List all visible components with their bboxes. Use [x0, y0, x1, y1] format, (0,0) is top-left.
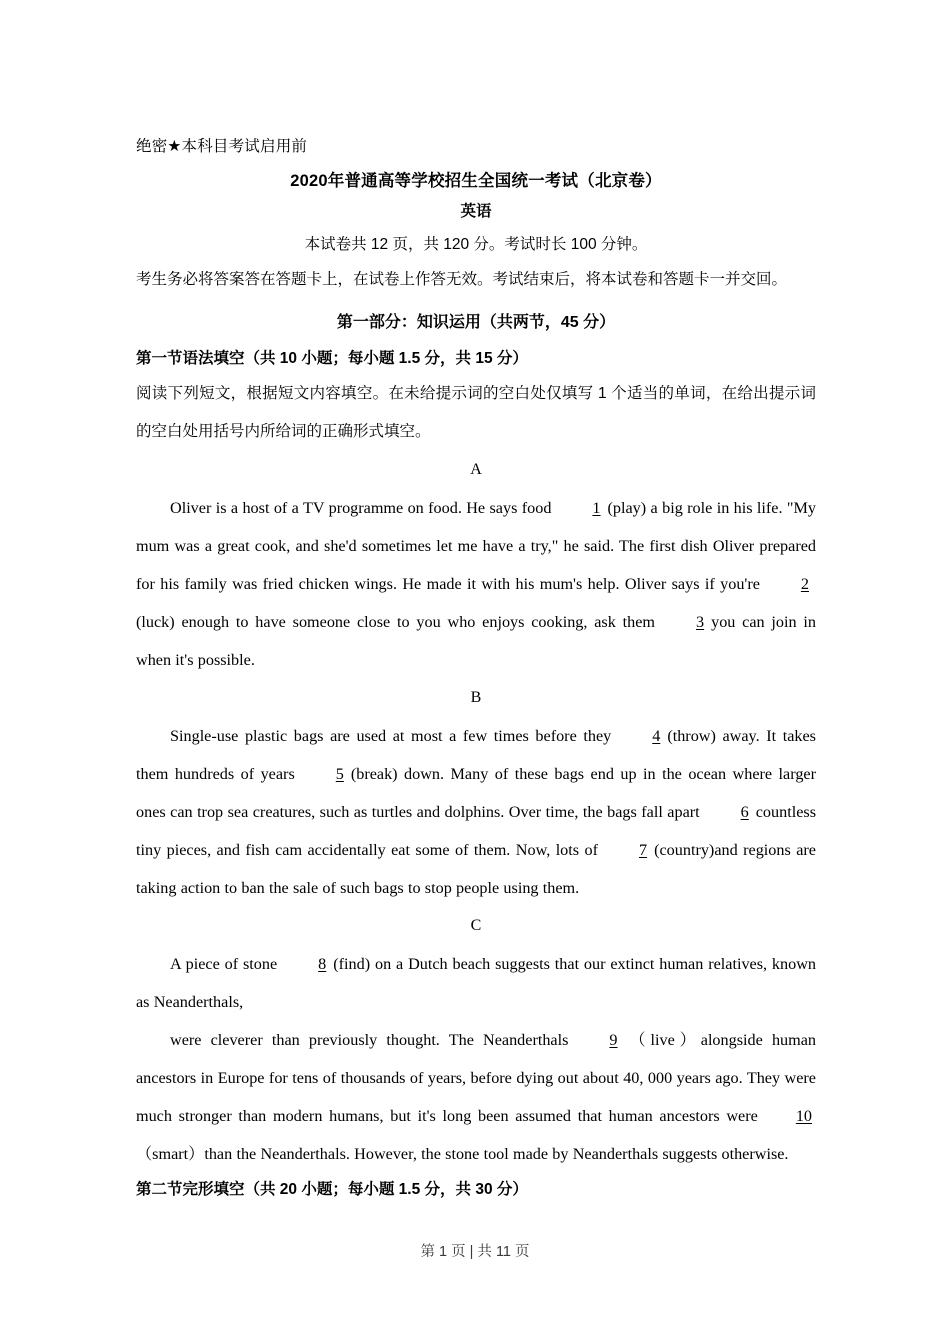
part-one-heading: 第一部分：知识运用（共两节，45 分）	[336, 314, 616, 331]
answer-blank-5[interactable]: 5	[335, 765, 344, 783]
passage-text: you can join in when it's possible.	[136, 613, 817, 669]
passage-text: countless tiny pieces, and fish cam accidentally eat some of them. Now, lots of	[136, 803, 816, 859]
passages-container	[136, 451, 816, 1173]
section-one-instruction: 阅读下列短文，根据短文内容填空。在未给提示词的空白处仅填写 1 个适当的单词，在给出提示词的空白处用括号内所给词的正确形式填空。	[136, 385, 816, 440]
passage-label: A	[470, 461, 482, 478]
passage-text: Single-use plastic bags are used at most a few times before they	[170, 727, 612, 745]
page-number-text: 第 1 页 | 共 11 页	[420, 1244, 530, 1260]
exam-meta-line: 本试卷共 12 页，共 120 分。考试时长 100 分钟。	[304, 236, 648, 253]
passage-label: C	[470, 917, 482, 934]
passage-text: A piece of stone	[170, 955, 278, 973]
candidate-notice: 考生务必将答案答在答题卡上，在试卷上作答无效。考试结束后，将本试卷和答题卡一并交回。	[136, 271, 788, 288]
section-two-heading: 第二节完形填空（共 20 小题；每小题 1.5 分，共 30 分）	[136, 1181, 528, 1198]
passage-text: (find) on a Dutch beach suggests that our extinct human relatives, known as Neanderthals,	[136, 955, 816, 1011]
answer-blank-3[interactable]: 3	[696, 613, 705, 631]
answer-blank-1[interactable]: 1	[592, 499, 601, 517]
answer-blank-4[interactable]: 4	[652, 727, 661, 745]
passage-text: (country)and regions are taking action to ban the sale of such bags to stop people using them.	[136, 841, 816, 897]
page-content	[136, 134, 816, 1206]
answer-blank-2[interactable]: 2	[800, 575, 809, 593]
passage-paragraph	[136, 1021, 816, 1173]
passage-paragraph	[136, 717, 816, 907]
passage-text: Oliver is a host of a TV programme on food. He says food	[170, 499, 552, 517]
answer-blank-8[interactable]: 8	[318, 955, 327, 973]
passage-text: (luck) enough to have someone close to you who enjoys cooking, ask them	[136, 613, 655, 631]
page-title: 2020年普通高等学校招生全国统一考试（北京卷）	[290, 172, 662, 190]
passage-paragraph	[136, 945, 816, 1021]
passage-paragraph	[136, 489, 816, 679]
passage-text: （smart）than the Neanderthals. However, the stone tool made by Neanderthals suggests otherwise.	[136, 1145, 789, 1163]
subject-title: 英语	[460, 203, 492, 220]
passage-text: （live）alongside human ancestors in Europe for tens of thousands of years, before dying out about 40, 000 years ago. They were much stronger than modern humans, but it's long been assumed that human ancestors were	[136, 1031, 816, 1125]
answer-blank-10[interactable]: 10	[795, 1107, 812, 1125]
answer-blank-7[interactable]: 7	[639, 841, 648, 859]
passage-text: (play) a big role in his life. "My mum was a great cook, and she'd sometimes let me have a try," he said. The first dish Oliver prepared for his family was fried chicken wings. He made it with his mum's help. Oliver says if you're	[136, 499, 817, 593]
answer-blank-9[interactable]: 9	[609, 1031, 618, 1049]
answer-blank-6[interactable]: 6	[740, 803, 749, 821]
passage-label: B	[470, 689, 482, 706]
passage-text: (throw) away. It takes them hundreds of years	[136, 727, 816, 783]
section-one-heading: 第一节语法填空（共 10 小题；每小题 1.5 分，共 15 分）	[136, 350, 528, 367]
page-footer	[0, 1240, 950, 1261]
passage-text: (break) down. Many of these bags end up in the ocean where larger ones can trop sea creatures, such as turtles and dolphins. Over time, the bags fall apart	[136, 765, 816, 821]
passage-text: were cleverer than previously thought. The Neanderthals	[170, 1031, 569, 1049]
secrecy-notice: 绝密★本科目考试启用前	[136, 138, 308, 155]
